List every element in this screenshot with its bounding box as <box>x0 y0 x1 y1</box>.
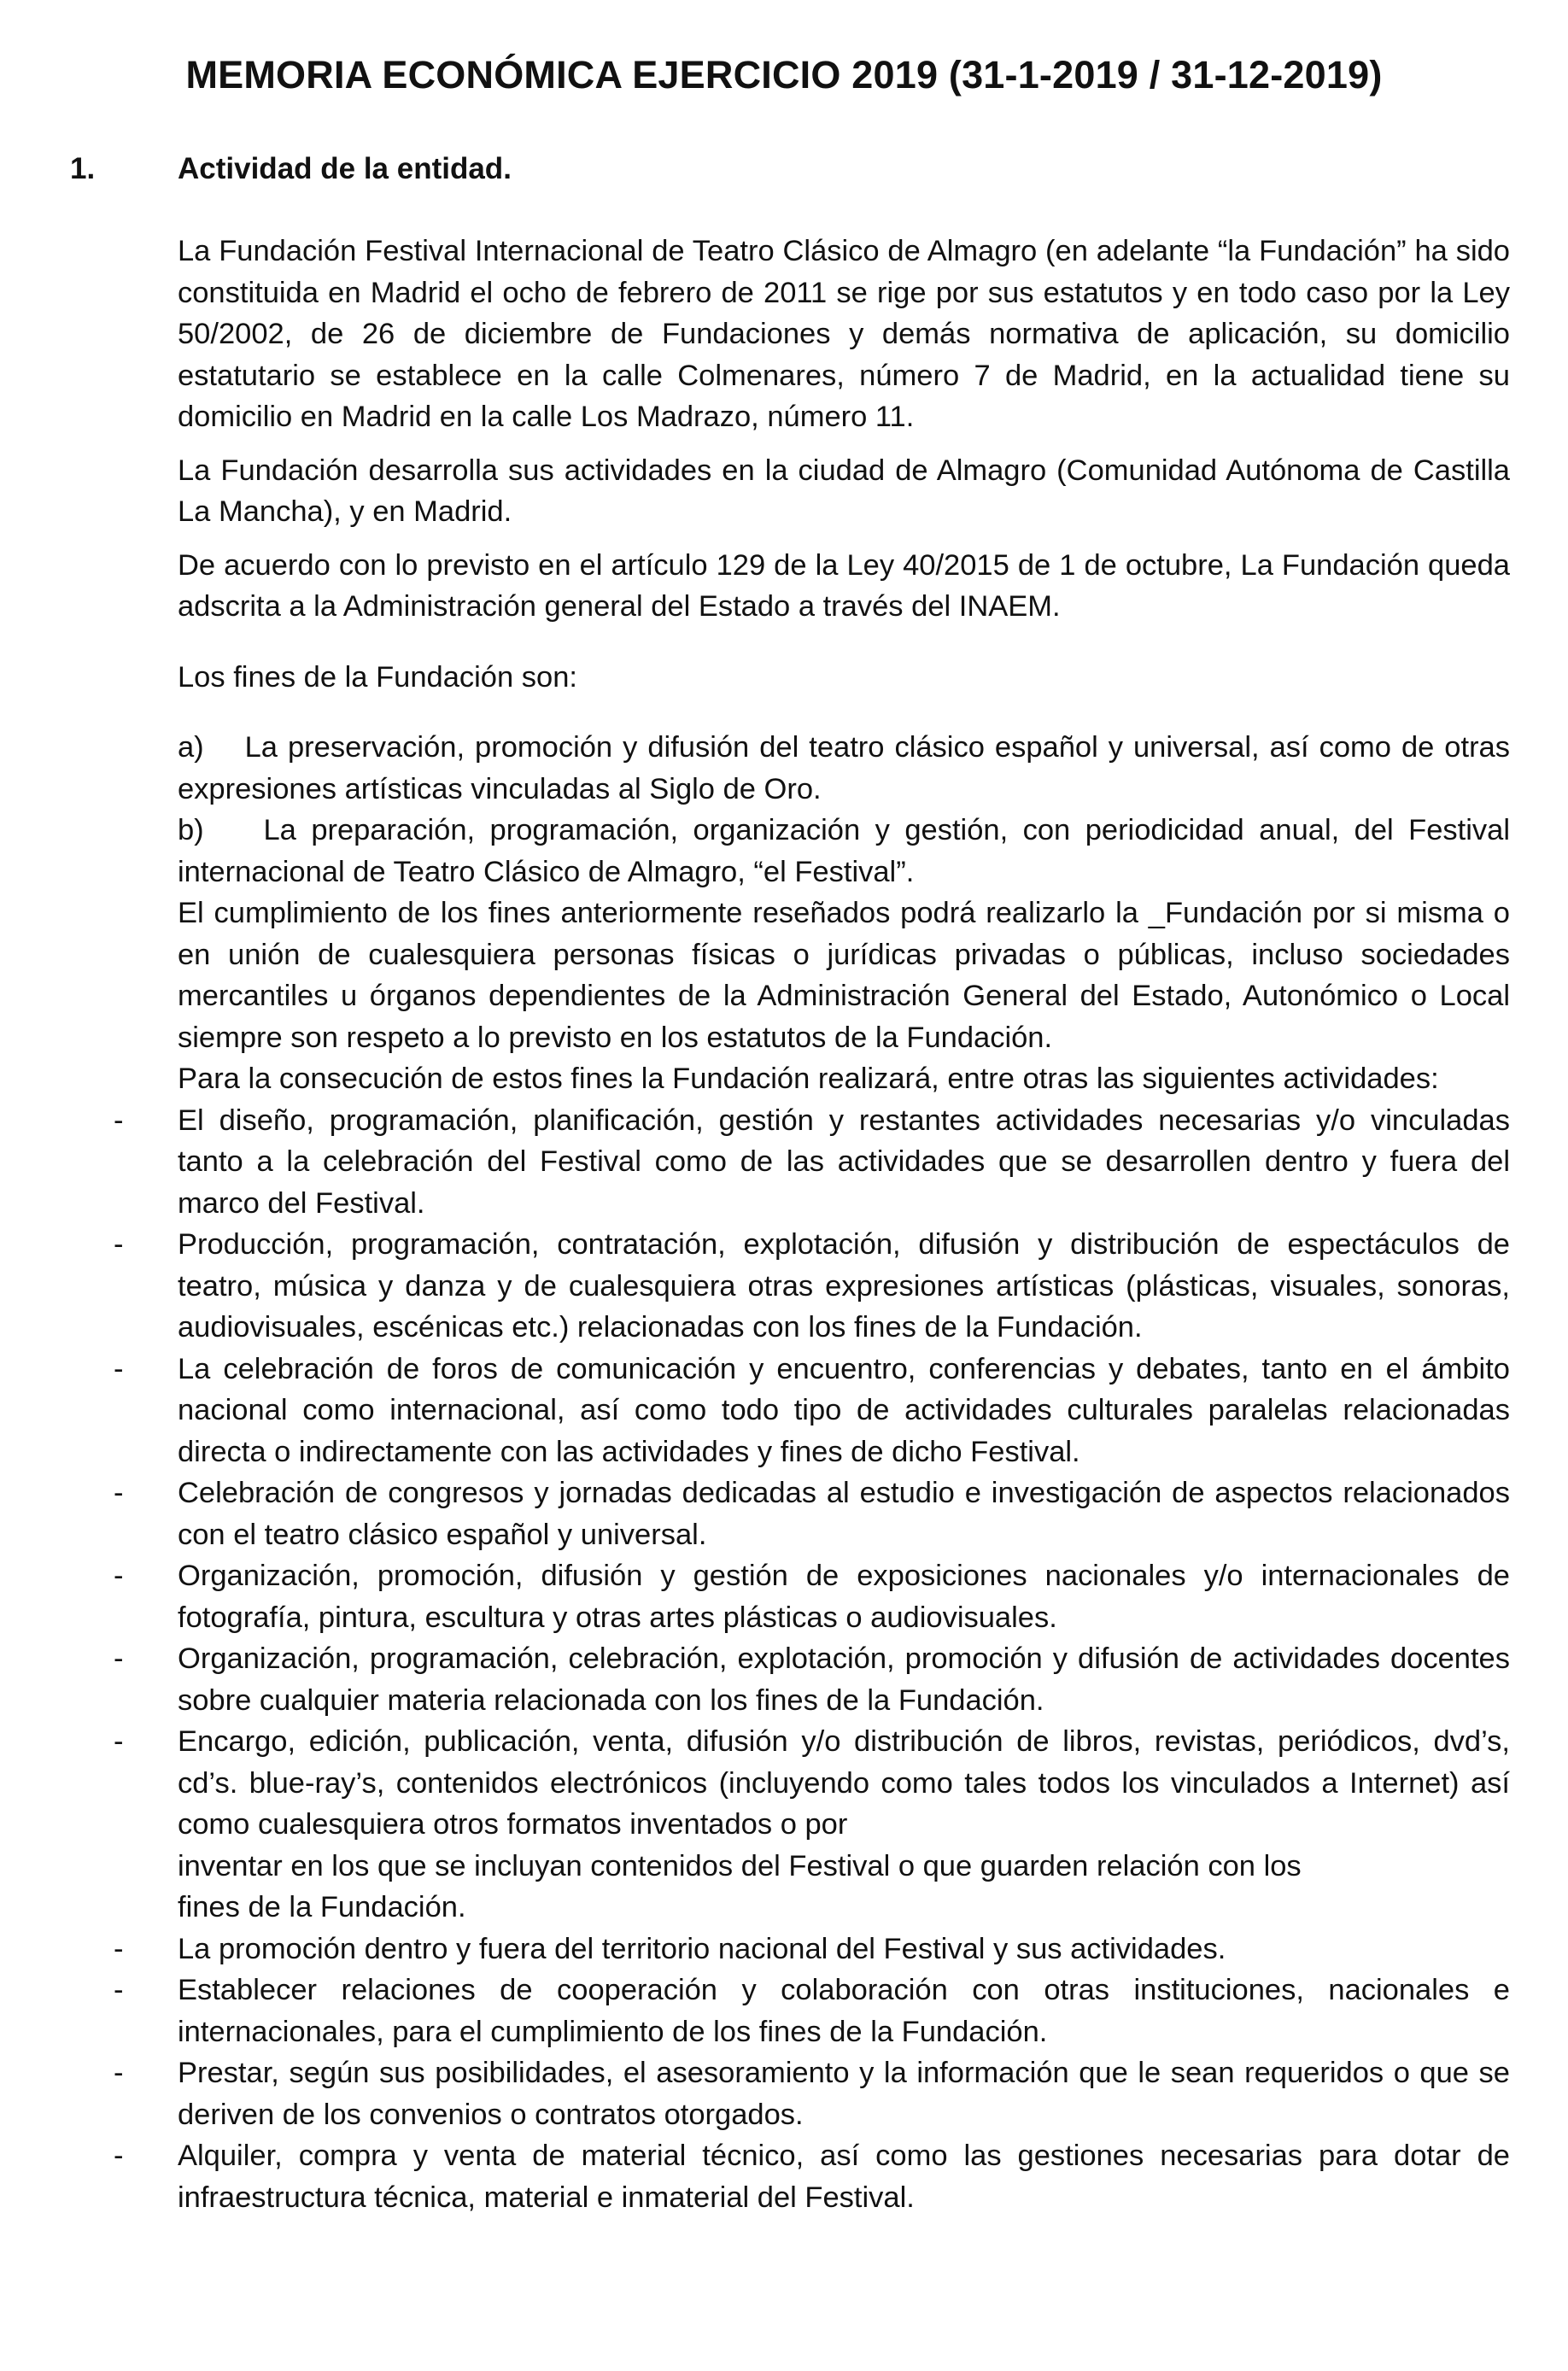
section-body <box>114 231 1510 2218</box>
list-item-text: Celebración de congresos y jornadas dedicadas al estudio e investigación de aspectos relacionados con el teatro clásico español y universal. <box>178 1477 1510 1551</box>
list-item <box>114 1472 1510 1555</box>
bullet-dash: - <box>114 1477 124 1509</box>
list-item-text: Prestar, según sus posibilidades, el asesoramiento y la información que le sean requeridos o que se deriven de los convenios o contratos otorgados. <box>178 2057 1510 2131</box>
bullet-dash: - <box>114 1725 124 1758</box>
paragraph-constitution: La Fundación Festival Internacional de Teatro Clásico de Almagro (en adelante “la Fundación” ha sido constituida en Madrid el ocho de febrero de 2011 se rige por sus estatutos y en todo caso por la Ley 50/2002, de 26 de diciembre de Fundaciones y demás normativa de aplicación, su domicilio estatutario se establece en la calle Colmenares, número 7 de Madrid, en la actualidad tiene su domicilio en Madrid en la calle Los Madrazo, número 11. <box>178 235 1510 433</box>
bullet-dash: - <box>114 1352 124 1385</box>
document-title: MEMORIA ECONÓMICA EJERCICIO 2019 (31-1-2019 / 31-12-2019) <box>185 53 1383 97</box>
list-item-continuation: inventar en los que se incluyan contenidos del Festival o que guarden relación con los <box>178 1849 1302 1882</box>
list-item-text: Alquiler, compra y venta de material técnico, así como las gestiones necesarias para dotar de infraestructura técnica, material e inmaterial del Festival. <box>178 2140 1510 2214</box>
paragraph-fin-b: b) La preparación, programación, organización y gestión, con periodicidad anual, del Festival internacional de Teatro Clásico de Almagro, “el Festival”. <box>178 814 1510 888</box>
section-heading: Actividad de la entidad. <box>178 152 512 185</box>
list-item-text: Organización, promoción, difusión y gestión de exposiciones nacionales y/o internacionales de fotografía, pintura, escultura y otras artes plásticas o audiovisuales. <box>178 1560 1510 1634</box>
paragraph-location: La Fundación desarrolla sus actividades en la ciudad de Almagro (Comunidad Autónoma de Castilla La Mancha), y en Madrid. <box>178 454 1510 528</box>
list-item <box>114 2052 1510 2135</box>
paragraph-fines-intro: Los fines de la Fundación son: <box>178 660 577 694</box>
list-item-text: Organización, programación, celebración, explotación, promoción y difusión de actividades docentes sobre cualquier materia relacionada con los fines de la Fundación. <box>178 1642 1510 1717</box>
section-number: 1. <box>70 152 96 185</box>
list-item <box>114 1224 1510 1349</box>
list-item <box>114 2135 1510 2218</box>
paragraph-fin-a: a) La preservación, promoción y difusión del teatro clásico español y universal, así como de otras expresiones artísticas vinculadas al Siglo de Oro. <box>178 731 1510 805</box>
bullet-dash: - <box>114 1642 124 1675</box>
list-item <box>114 1929 1510 1970</box>
bullet-dash: - <box>114 1932 124 1965</box>
list-item-text: Establecer relaciones de cooperación y colaboración con otras instituciones, nacionales e internacionales, para el cumplimiento de los fines de la Fundación. <box>178 1974 1510 2048</box>
list-item-text: La promoción dentro y fuera del territorio nacional del Festival y sus actividades. <box>178 1932 1226 1965</box>
paragraph-cumplimiento: El cumplimiento de los fines anteriormente reseñados podrá realizarlo la _Fundación por si misma o en unión de cualesquiera personas físicas o jurídicas privadas o públicas, incluso sociedades mercantiles u órganos dependientes de la Administración General del Estado, Autonómico o Local siempre son respeto a lo previsto en los estatutos de la Fundación. <box>178 897 1510 1054</box>
list-item-text: Encargo, edición, publicación, venta, difusión y/o distribución de libros, revistas, periódicos, dvd’s, cd’s. blue-ray’s, contenidos electrónicos (incluyendo como tales todos los vinculados a Internet) así como cualesquiera otros formatos inventados o por <box>178 1725 1510 1841</box>
list-item <box>114 1100 1510 1225</box>
bullet-dash: - <box>114 1104 124 1137</box>
paragraph-adscription: De acuerdo con lo previsto en el artículo 129 de la Ley 40/2015 de 1 de octubre, La Fundación queda adscrita a la Administración general del Estado a través del INAEM. <box>178 548 1510 623</box>
bullet-dash: - <box>114 2057 124 2089</box>
list-item-text: Producción, programación, contratación, explotación, difusión y distribución de espectáculos de teatro, música y danza y de cualesquiera otras expresiones artísticas (plásticas, visuales, sonoras, audiovisuales, escénicas etc.) relacionadas con los fines de la Fundación. <box>178 1228 1510 1344</box>
bullet-dash: - <box>114 1974 124 2006</box>
activities-list <box>114 1100 1510 2219</box>
list-item <box>114 1970 1510 2052</box>
list-item <box>114 1721 1510 1929</box>
list-item-text: El diseño, programación, planificación, gestión y restantes actividades necesarias y/o vinculadas tanto a la celebración del Festival como de las actividades que se desarrollen dentro y fuera del marco del Festival. <box>178 1104 1510 1220</box>
list-item <box>114 1638 1510 1721</box>
list-item <box>114 1349 1510 1473</box>
paragraph-actividades-intro: Para la consecución de estos fines la Fundación realizará, entre otras las siguientes actividades: <box>178 1063 1439 1095</box>
list-item-continuation: fines de la Fundación. <box>178 1891 466 1923</box>
list-item <box>114 1555 1510 1638</box>
bullet-dash: - <box>114 1228 124 1261</box>
bullet-dash: - <box>114 1560 124 1592</box>
list-item-text: La celebración de foros de comunicación y encuentro, conferencias y debates, tanto en el ámbito nacional como internacional, así como todo tipo de actividades culturales paralelas relacionadas directa o indirectamente con las actividades y fines de dicho Festival. <box>178 1352 1510 1468</box>
bullet-dash: - <box>114 2140 124 2172</box>
